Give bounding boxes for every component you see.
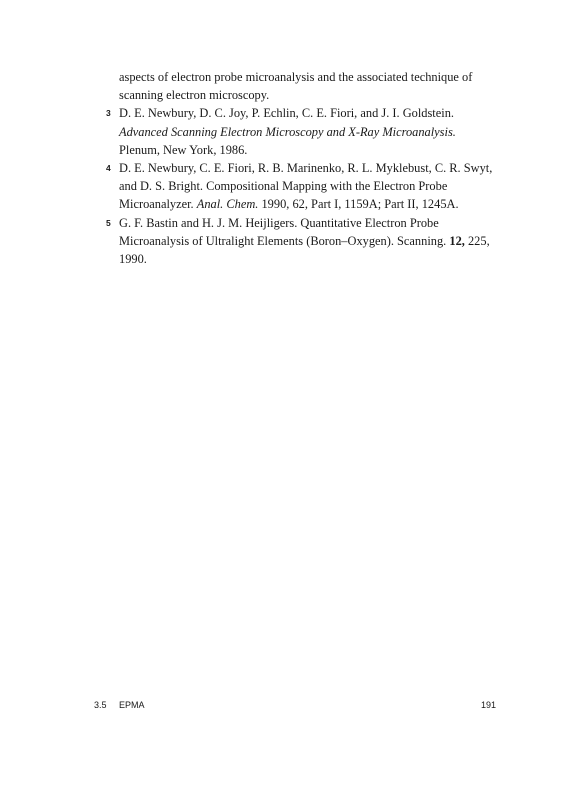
reference-title: Advanced Scanning Electron Microscopy and X-Ray Microanalysis. bbox=[119, 124, 456, 139]
footer-section-number: 3.5 bbox=[94, 700, 107, 710]
reference-text: D. E. Newbury, C. E. Fiori, R. B. Marinenko, R. L. Myklebust, C. R. Swyt, and D. S. Bright. Compositional Mapping with the Electron Probe Microanalyzer. bbox=[119, 161, 493, 212]
reference-citation: 1990, 62, Part I, 1159A; Part II, 1245A. bbox=[261, 197, 459, 212]
reference-item-4 bbox=[106, 159, 498, 214]
reference-item-3 bbox=[106, 104, 498, 159]
reference-number: 4 bbox=[106, 163, 111, 174]
reference-volume: 12, bbox=[449, 233, 465, 248]
reference-citation: 225, 1990. bbox=[119, 233, 490, 267]
reference-authors: D. E. Newbury, D. C. Joy, P. Echlin, C. E. Fiori, and J. I. Goldstein. bbox=[119, 106, 454, 121]
page-number: 191 bbox=[480, 700, 496, 710]
reference-publisher: Plenum, New York, 1986. bbox=[119, 142, 248, 157]
reference-journal: Anal. Chem. bbox=[196, 197, 259, 212]
reference-number: 3 bbox=[106, 108, 111, 119]
reference-text: G. F. Bastin and H. J. M. Heijligers. Quantitative Electron Probe Microanalysis of Ultralight Elements (Boron–Oxygen). Scanning. bbox=[119, 215, 447, 248]
footer-section-title: EPMA bbox=[119, 700, 145, 710]
reference-continuation: aspects of electron probe microanalysis and the associated technique of scanning electron microscopy. bbox=[119, 70, 473, 103]
reference-list bbox=[106, 68, 498, 268]
reference-number: 5 bbox=[106, 217, 111, 228]
reference-item-5 bbox=[106, 214, 498, 269]
